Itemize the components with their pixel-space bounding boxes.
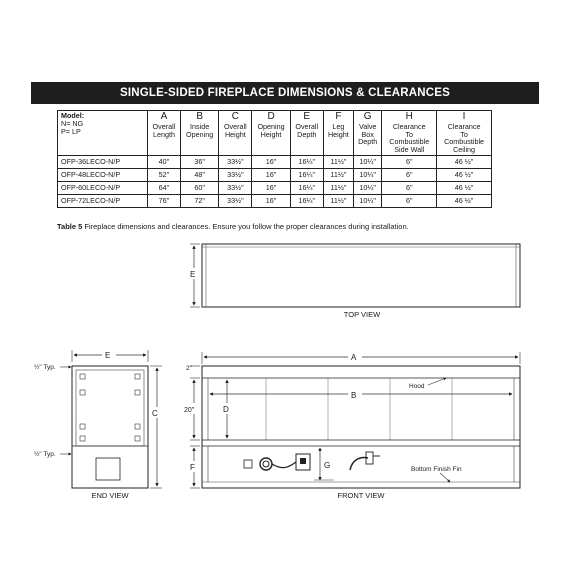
- col-line: Side Wall: [394, 145, 425, 155]
- col-line: Valve: [358, 121, 377, 131]
- table-cell: 16¼": [290, 194, 323, 207]
- table-cell: 6": [382, 181, 437, 194]
- table-cell: 64": [148, 181, 181, 194]
- table-cell: 36": [180, 155, 219, 168]
- valve-box-opening: [96, 458, 120, 480]
- banner-title: SINGLE-SIDED FIREPLACE DIMENSIONS & CLEARANCES: [120, 87, 450, 99]
- top-view-outline: [202, 244, 520, 307]
- col-line: Overall: [295, 121, 319, 131]
- col-line: Overall: [152, 121, 176, 131]
- front-view-dim-20in: 20": [184, 407, 195, 414]
- table-cell: 6": [382, 194, 437, 207]
- end-view-dim-e: E: [105, 351, 111, 360]
- table-cell: 33½": [219, 168, 252, 181]
- typ-top-label: ½" Typ.: [34, 364, 56, 371]
- gas-line-coil: [263, 461, 269, 467]
- caption-text: Fireplace dimensions and clearances. Ensure you follow the proper clearances during installation.: [84, 222, 409, 231]
- model-cell: OFP-72LECO-N/P: [58, 194, 148, 207]
- bracket: [80, 374, 85, 379]
- col-line: To: [460, 129, 468, 139]
- col-letter: B: [196, 111, 203, 122]
- table-cell: 11½": [323, 181, 353, 194]
- table-cell: 48": [180, 168, 219, 181]
- col-line: Clearance: [447, 121, 481, 131]
- table-cell: 76": [148, 194, 181, 207]
- bracket: [80, 390, 85, 395]
- front-view-title: FRONT VIEW: [337, 491, 385, 500]
- top-view-title: TOP VIEW: [343, 310, 381, 319]
- table-cell: 11½": [323, 155, 353, 168]
- front-view-outline: [202, 366, 520, 488]
- model-header-title: Model:: [61, 111, 85, 120]
- model-cell: OFP-48LECO-N/P: [58, 168, 148, 181]
- end-view-inner-panel: [76, 370, 144, 446]
- gas-line-coil: [260, 458, 272, 470]
- model-cell: OFP-36LECO-N/P: [58, 155, 148, 168]
- col-line: Clearance: [392, 121, 426, 131]
- end-view-title: END VIEW: [91, 491, 129, 500]
- top-view: [187, 244, 520, 319]
- table-cell: 16¼": [290, 181, 323, 194]
- valve-fitting: [244, 460, 252, 468]
- caption-label: Table 5: [57, 222, 83, 231]
- col-line: Height: [224, 129, 246, 139]
- table-cell: 46 ½": [437, 168, 492, 181]
- fin-leader: [440, 473, 450, 482]
- col-line: Leg: [332, 121, 345, 131]
- col-line: Combustible: [444, 137, 485, 147]
- front-view-dim-a: A: [351, 353, 357, 362]
- col-letter: D: [267, 111, 275, 122]
- table-cell: 33½": [219, 155, 252, 168]
- bracket: [80, 436, 85, 441]
- valve-knob: [300, 458, 306, 464]
- col-line: Depth: [297, 129, 317, 139]
- typ-bottom-label: ½" Typ.: [34, 451, 56, 458]
- table-cell: 16": [252, 155, 291, 168]
- end-view: [34, 349, 164, 500]
- col-line: Opening: [257, 121, 285, 131]
- bracket: [135, 436, 140, 441]
- front-view-dim-f: F: [190, 463, 195, 472]
- table-cell: 60": [180, 181, 219, 194]
- table-cell: 6": [382, 168, 437, 181]
- col-letter: E: [303, 111, 311, 122]
- col-letter: F: [335, 111, 342, 122]
- gas-line: [272, 462, 296, 468]
- front-view-dim-b: B: [351, 391, 357, 400]
- table-cell: 40": [148, 155, 181, 168]
- table-cell: 16¼": [290, 155, 323, 168]
- bracket: [135, 390, 140, 395]
- bracket: [135, 374, 140, 379]
- top-view-dim-e: E: [190, 270, 196, 279]
- table-cell: 46 ½": [437, 194, 492, 207]
- col-line: To: [405, 129, 414, 139]
- col-letter: I: [462, 111, 466, 122]
- col-letter: H: [405, 111, 413, 122]
- end-view-dim-c: C: [152, 409, 158, 418]
- col-line: Inside: [190, 121, 210, 131]
- col-letter: A: [160, 111, 168, 122]
- table-cell: 46 ½": [437, 155, 492, 168]
- col-line: Depth: [358, 137, 378, 147]
- flex-connector: [350, 458, 368, 471]
- hood-label: Hood: [409, 383, 425, 390]
- model-header-lp: P= LP: [61, 126, 81, 136]
- table-cell: 10¼": [354, 181, 382, 194]
- table-cell: 16": [252, 194, 291, 207]
- table-cell: 10¼": [354, 194, 382, 207]
- bracket: [80, 424, 85, 429]
- hood-leader: [428, 378, 446, 385]
- table-cell: 6": [382, 155, 437, 168]
- gas-valve-assembly: [244, 452, 380, 470]
- model-header-ng: N= NG: [61, 118, 84, 128]
- table-cell: 10¼": [354, 168, 382, 181]
- front-view: [183, 351, 520, 500]
- table-cell: 16": [252, 181, 291, 194]
- col-line: Ceiling: [453, 145, 476, 155]
- table-cell: 16": [252, 168, 291, 181]
- end-view-outline: [72, 366, 148, 488]
- col-line: Combustible: [389, 137, 430, 147]
- table-cell: 10¼": [354, 155, 382, 168]
- col-line: Length: [152, 129, 175, 139]
- table-cell: 33½": [219, 181, 252, 194]
- table-cell: 11½": [323, 194, 353, 207]
- table-cell: 11½": [323, 168, 353, 181]
- bracket: [135, 424, 140, 429]
- col-letter: C: [231, 111, 239, 122]
- col-line: Box: [361, 129, 374, 139]
- front-view-dim-2in: 2": [186, 365, 192, 372]
- col-line: Overall: [223, 121, 247, 131]
- col-line: Opening: [186, 129, 214, 139]
- fin-label: Bottom Finish Fin: [411, 466, 462, 473]
- front-view-dim-d: D: [223, 405, 229, 414]
- col-line: Height: [327, 129, 349, 139]
- front-view-dim-g: G: [324, 461, 331, 470]
- col-line: Height: [260, 129, 282, 139]
- model-cell: OFP-60LECO-N/P: [58, 181, 148, 194]
- table-cell: 16¼": [290, 168, 323, 181]
- table-cell: 52": [148, 168, 181, 181]
- table-cell: 46 ½": [437, 181, 492, 194]
- table-cell: 72": [180, 194, 219, 207]
- table-cell: 33½": [219, 194, 252, 207]
- col-letter: G: [363, 111, 372, 122]
